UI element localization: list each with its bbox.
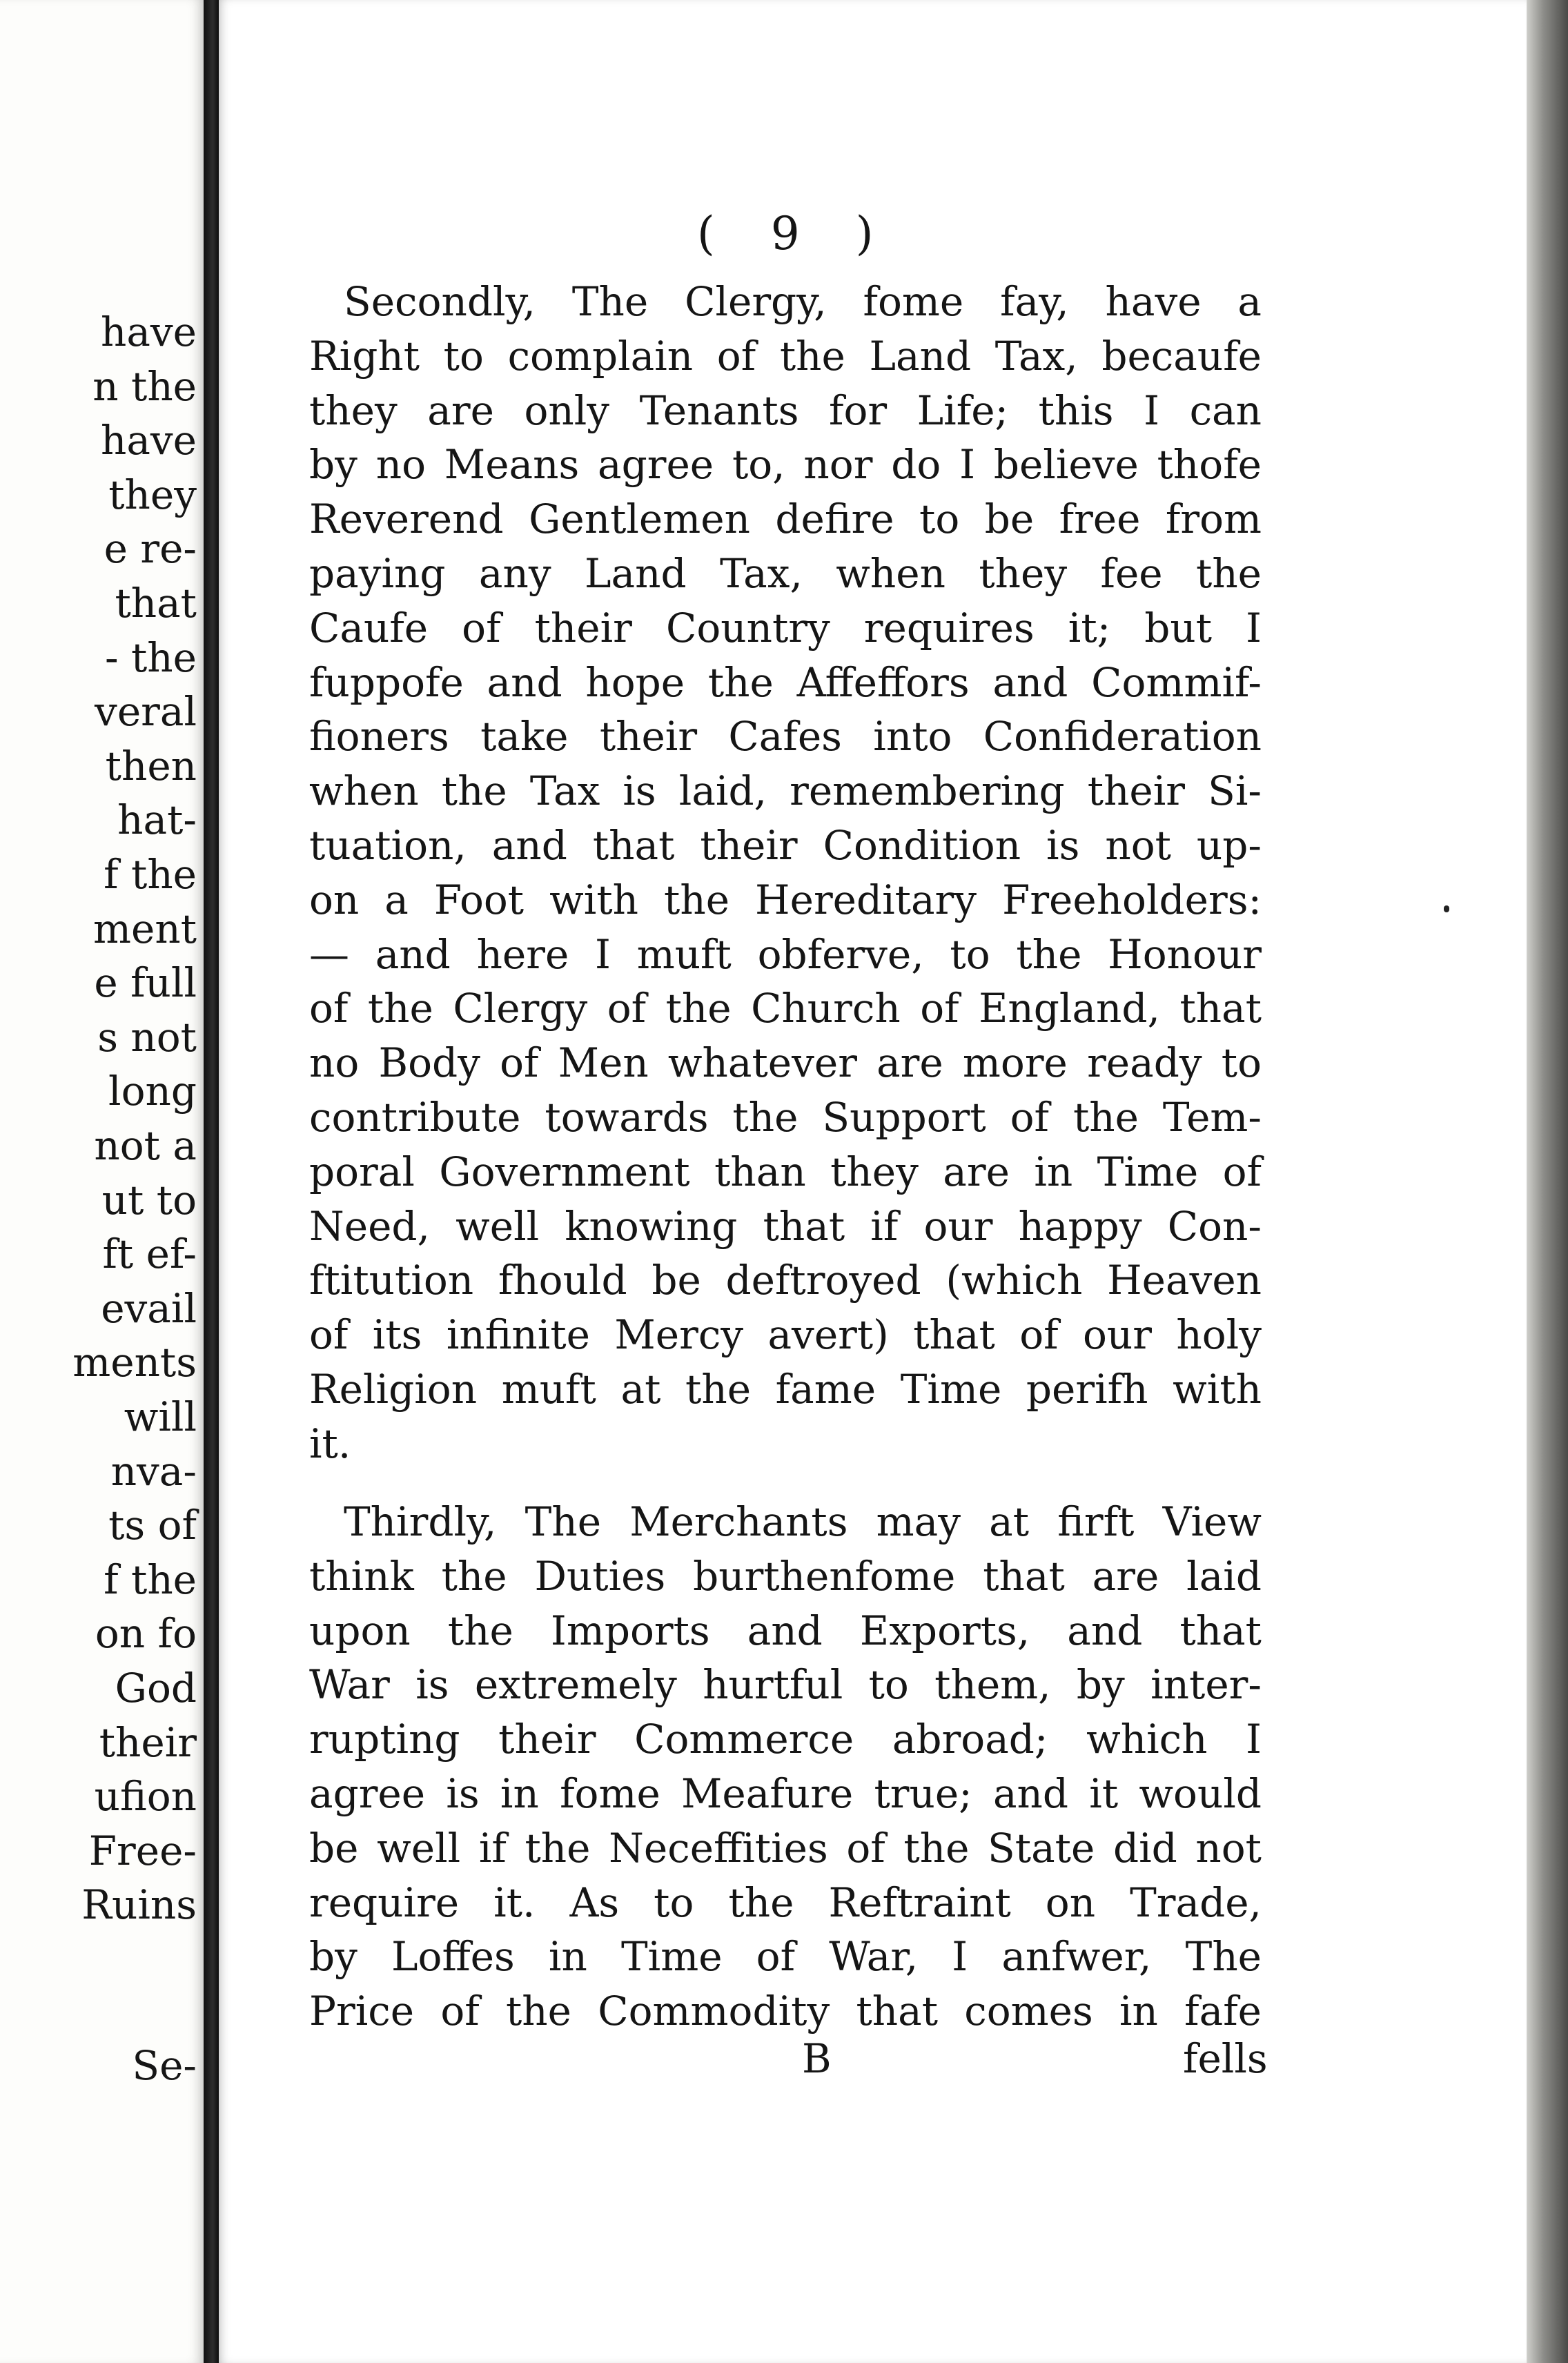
previous-page-line: ft ef-: [102, 1230, 197, 1277]
text-line: Thirdly, The Merchants may at firft View: [344, 1498, 1262, 1545]
text-line: of the Clergy of the Church of England, that: [309, 985, 1262, 1032]
previous-page-line: they: [108, 471, 197, 518]
page-number: ( 9 ): [697, 207, 894, 260]
text-line: by Loffes in Time of War, I anfwer, The: [309, 1933, 1262, 1980]
text-line: Need, well knowing that if our happy Con-: [309, 1203, 1262, 1250]
page-edge: [1527, 0, 1568, 2363]
previous-page-line: hat-: [117, 796, 197, 843]
text-line: no Body of Men whatever are more ready to: [309, 1039, 1262, 1086]
text-line: Caufe of their Country requires it; but I: [309, 605, 1262, 651]
previous-page-line: veral: [95, 688, 197, 735]
text-line: tuation, and that their Condition is not up-: [309, 822, 1262, 869]
previous-page-line: long: [108, 1068, 197, 1115]
previous-page-line: not a: [94, 1122, 197, 1169]
text-line: fioners take their Cafes into Confideration: [309, 713, 1262, 760]
text-line: Secondly, The Clergy, fome fay, have a: [344, 278, 1262, 325]
catchword: fells: [1183, 2035, 1268, 2082]
text-line: ftitution fhould be deftroyed (which Heaven: [309, 1257, 1262, 1304]
previous-page-line: then: [105, 743, 197, 790]
text-line: on a Foot with the Hereditary Freeholders:: [309, 876, 1262, 923]
previous-page-line: that: [115, 580, 197, 627]
text-line: by no Means agree to, nor do I believe thofe: [309, 441, 1262, 488]
text-line: be well if the Neceffities of the State did not: [309, 1825, 1262, 1872]
previous-page-line: f the: [104, 851, 197, 898]
previous-page-line: n the: [92, 363, 197, 410]
text-line: — and here I muft obferve, to the Honour: [309, 931, 1262, 978]
previous-page-catchword: Se-: [132, 2042, 197, 2089]
text-line: Religion muft at the fame Time perifh with: [309, 1366, 1262, 1413]
text-line: upon the Imports and Exports, and that: [309, 1607, 1262, 1654]
text-line: Right to complain of the Land Tax, becaufe: [309, 333, 1262, 380]
previous-page-line: their: [99, 1719, 197, 1766]
previous-page-line: ment: [93, 905, 197, 952]
previous-page-line: - the: [104, 634, 197, 681]
text-line: poral Government than they are in Time of: [309, 1148, 1262, 1195]
text-line: of its infinite Mercy avert) that of our holy: [309, 1311, 1262, 1358]
text-line: paying any Land Tax, when they fee the: [309, 550, 1262, 597]
previous-page-line: on fo: [95, 1610, 197, 1657]
book-gutter: [204, 0, 219, 2363]
text-line: rupting their Commerce abroad; which I: [309, 1716, 1262, 1763]
text-line: fuppofe and hope the Affeffors and Commif-: [309, 659, 1262, 706]
previous-page-line: e re-: [104, 525, 197, 572]
text-line: Reverend Gentlemen defire to be free from: [309, 496, 1262, 542]
text-line: agree is in fome Meafure true; and it would: [309, 1770, 1262, 1817]
previous-page-line: f the: [104, 1556, 197, 1603]
previous-page-line: ments: [72, 1339, 197, 1386]
previous-page-line: ts of: [108, 1502, 197, 1549]
text-line: War is extremely hurtful to them, by inter-: [309, 1661, 1262, 1708]
text-line: contribute towards the Support of the Tem-: [309, 1094, 1262, 1141]
previous-page-line: evail: [101, 1285, 197, 1332]
previous-page-fragment: [0, 0, 204, 2363]
text-line: it.: [309, 1420, 351, 1467]
text-line: they are only Tenants for Life; this I can: [309, 387, 1262, 434]
previous-page-line: nva-: [110, 1448, 197, 1495]
signature-mark: B: [802, 2035, 832, 2082]
text-line: Price of the Commodity that comes in fafe: [309, 1988, 1262, 2034]
text-line: think the Duties burthenfome that are laid: [309, 1553, 1262, 1600]
previous-page-line: have: [100, 308, 197, 355]
previous-page-line: ut to: [101, 1177, 197, 1224]
previous-page-line: Ruins: [81, 1881, 197, 1928]
previous-page-line: will: [124, 1393, 197, 1440]
previous-page-line: God: [115, 1665, 197, 1712]
text-line: when the Tax is laid, remembering their Si-: [309, 767, 1262, 814]
ink-spot: [1444, 905, 1449, 912]
previous-page-line: have: [100, 417, 197, 464]
previous-page-line: e full: [94, 959, 197, 1006]
previous-page-line: Free-: [88, 1827, 197, 1874]
text-line: require it. As to the Reftraint on Trade,: [309, 1879, 1262, 1926]
previous-page-line: s not: [97, 1014, 197, 1061]
previous-page-line: ufion: [94, 1773, 197, 1820]
